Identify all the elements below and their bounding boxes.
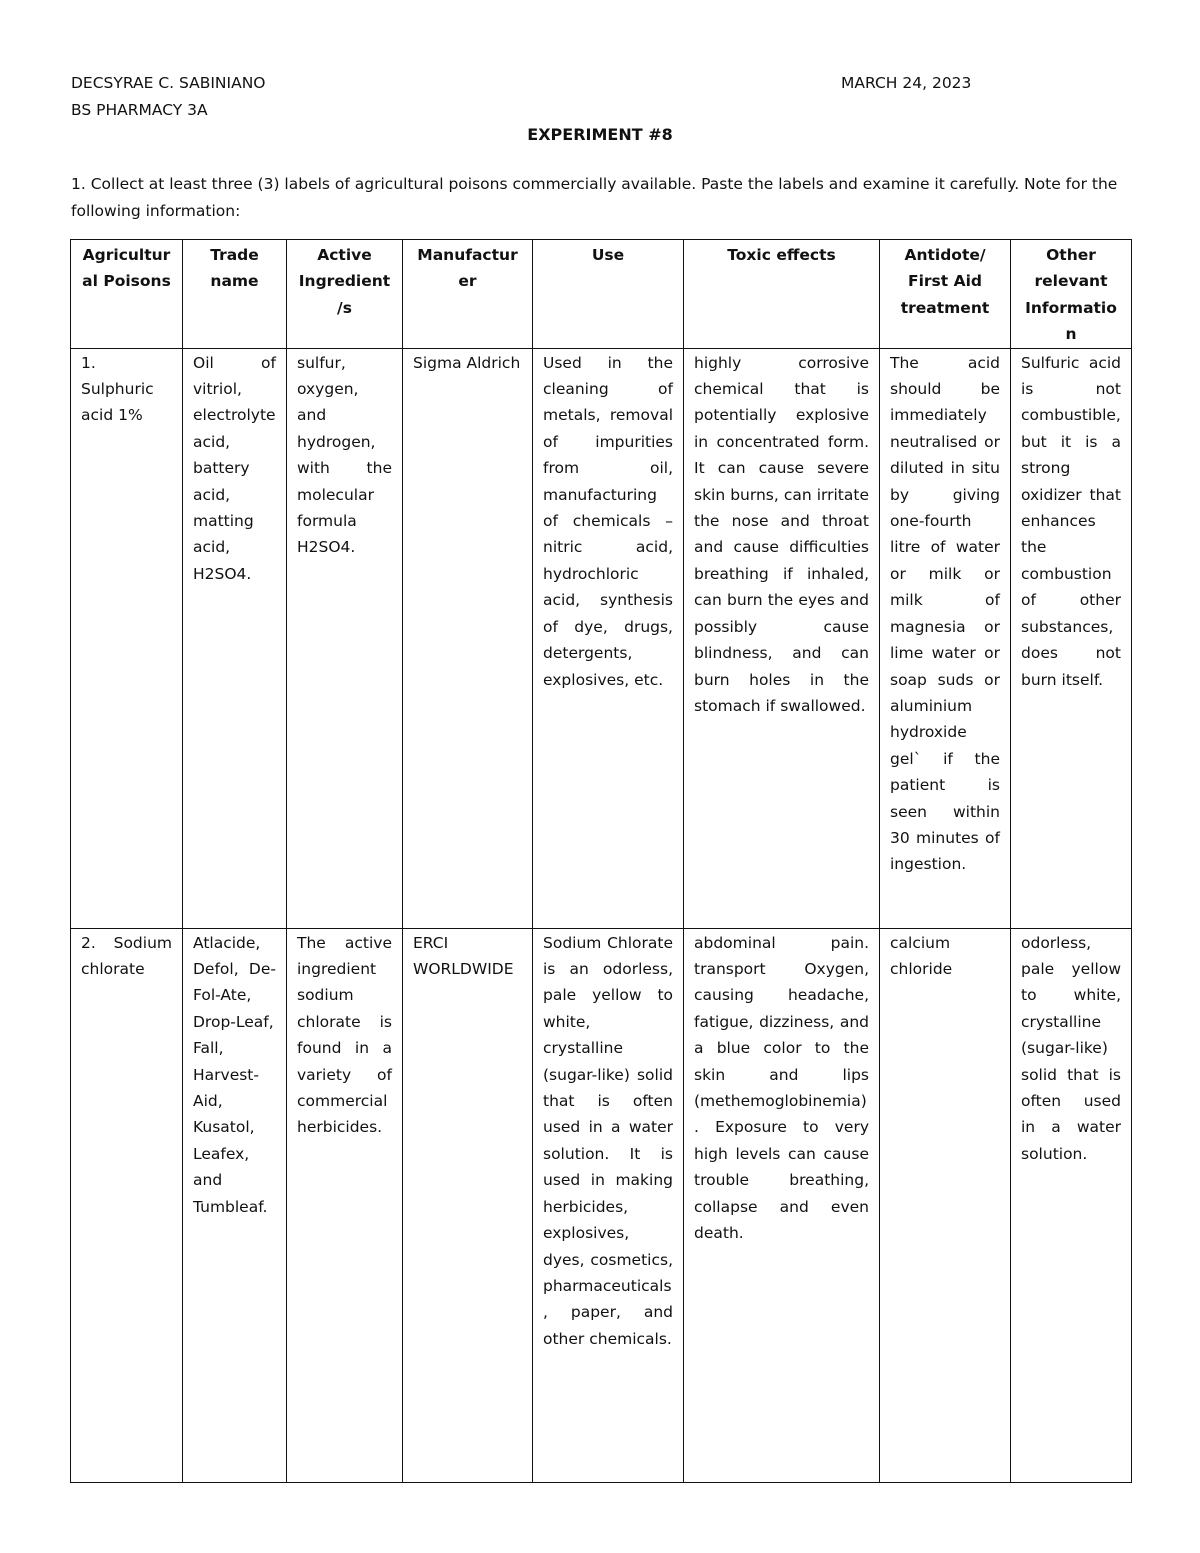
column-header-other-info: Other relevant Information <box>1011 240 1132 349</box>
column-header-use: Use <box>533 240 684 349</box>
column-header-toxic-effects: Toxic effects <box>684 240 880 349</box>
cell-use: Used in the cleaning of metals, removal of impurities from oil, manufacturing of chemicals – nitric acid, hydrochloric acid, synthesis of dye, drugs, detergents, explosives, etc. <box>533 348 684 928</box>
agricultural-poisons-table <box>70 239 1132 1483</box>
document-date: MARCH 24, 2023 <box>841 74 972 92</box>
cell-other-info: odorless, pale yellow to white, crystalline (sugar-like) solid that is often used in a water solution. <box>1011 928 1132 1482</box>
cell-poison: 2. Sodium chlorate <box>71 928 183 1482</box>
cell-use: Sodium Chlorate is an odorless, pale yellow to white, crystalline (sugar-like) solid that is often used in a water solution. It is used in making herbicides, explosives, dyes, cosmetics, pharmaceuticals, paper, and other chemicals. <box>533 928 684 1482</box>
cell-antidote: The acid should be immediately neutralised or diluted in situ by giving one-fourth litre of water or milk or milk of magnesia or lime water or soap suds or aluminium hydroxide gel` if the patient is seen within 30 minutes of ingestion. <box>880 348 1011 928</box>
cell-active-ingredients: sulfur, oxygen, and hydrogen, with the molecular formula H2SO4. <box>287 348 403 928</box>
course-section: BS PHARMACY 3A <box>71 101 208 119</box>
cell-toxic-effects: highly corrosive chemical that is potentially explosive in concentrated form. It can cause severe skin burns, can irritate the nose and throat and cause difficulties breathing if inhaled, can burn the eyes and possibly cause blindness, and can burn holes in the stomach if swallowed. <box>684 348 880 928</box>
cell-trade-name: Atlacide, Defol, De-Fol-Ate, Drop-Leaf, Fall, Harvest-Aid, Kusatol, Leafex, and Tumbleaf. <box>183 928 287 1482</box>
table-row <box>71 928 1132 1482</box>
column-header-trade-name: Trade name <box>183 240 287 349</box>
column-header-active-ingredients: Active Ingredient/s <box>287 240 403 349</box>
author-name: DECSYRAE C. SABINIANO <box>71 74 266 92</box>
table-row <box>71 348 1132 928</box>
cell-manufacturer: Sigma Aldrich <box>403 348 533 928</box>
cell-poison: 1. Sulphuric acid 1% <box>71 348 183 928</box>
cell-manufacturer: ERCI WORLDWIDE <box>403 928 533 1482</box>
cell-toxic-effects: abdominal pain. transport Oxygen, causing headache, fatigue, dizziness, and a blue color to the skin and lips (methemoglobinemia). Exposure to very high levels can cause trouble breathing, collapse and even death. <box>684 928 880 1482</box>
cell-antidote: calcium chloride <box>880 928 1011 1482</box>
cell-trade-name: Oil of vitriol, electrolyte acid, battery acid, matting acid, H2SO4. <box>183 348 287 928</box>
column-header-manufacturer: Manufacturer <box>403 240 533 349</box>
column-header-poison: Agricultural Poisons <box>71 240 183 349</box>
cell-active-ingredients: The active ingredient sodium chlorate is found in a variety of commercial herbicides. <box>287 928 403 1482</box>
instruction-text: 1. Collect at least three (3) labels of agricultural poisons commercially available. Paste the labels and examine it carefully. Note for the following information: <box>71 175 1118 220</box>
table-header-row <box>71 240 1132 349</box>
cell-other-info: Sulfuric acid is not combustible, but it is a strong oxidizer that enhances the combustion of other substances, does not burn itself. <box>1011 348 1132 928</box>
page-title: EXPERIMENT #8 <box>527 125 673 144</box>
column-header-antidote: Antidote/ First Aid treatment <box>880 240 1011 349</box>
